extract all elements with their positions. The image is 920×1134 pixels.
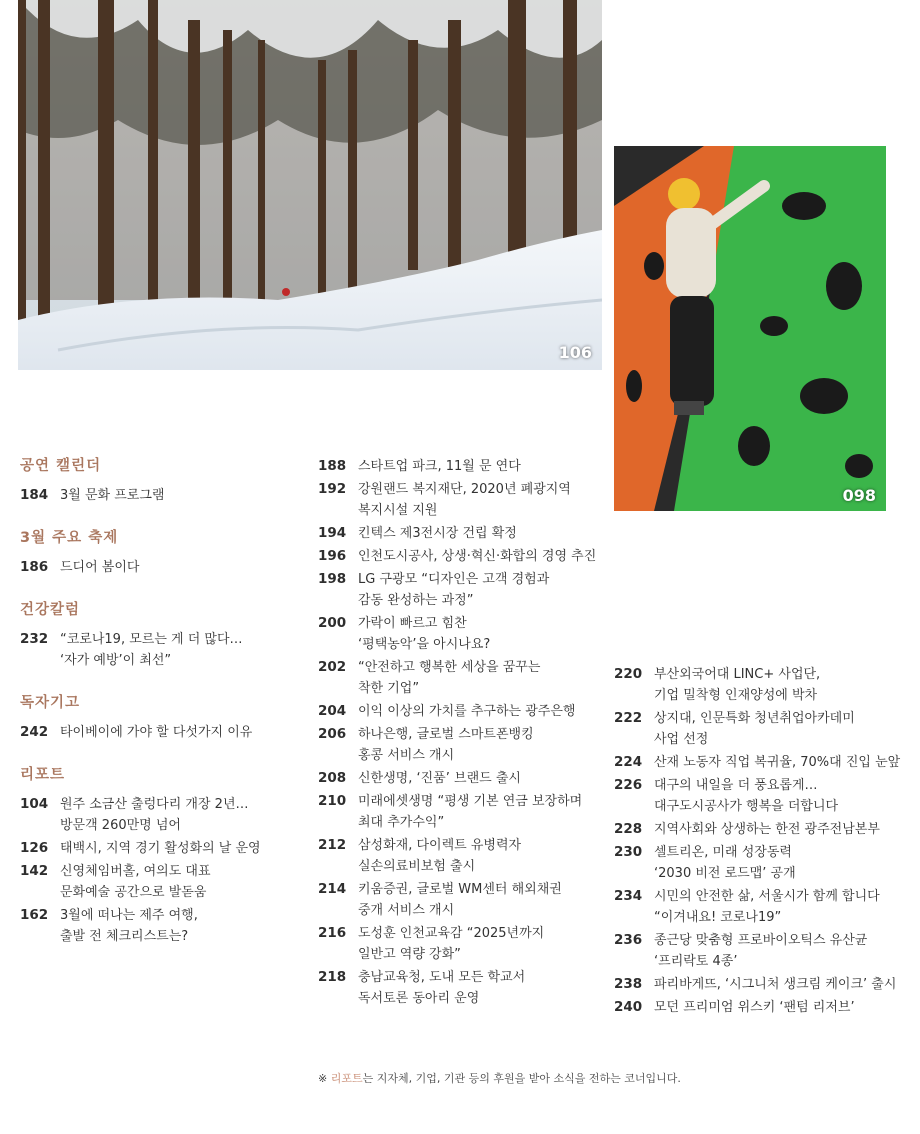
entry-title: 파리바게뜨, ‘시그니처 생크림 케이크’ 출시 [654,977,897,992]
page-number: 204 [318,703,347,719]
entry-title: 삼성화재, 다이렉트 유병력자 실손의료비보험 출시 [358,838,522,874]
section-festival [20,528,310,578]
toc-entry[interactable] [318,724,608,766]
toc-entry[interactable] [614,819,904,840]
toc-entry[interactable] [614,664,904,706]
entry-title: 스타트업 파크, 11월 문 연다 [358,459,521,474]
footnote-highlight: 리포트 [330,1072,363,1085]
entry-title: 신영체임버홀, 여의도 대표 문화예술 공간으로 발돋움 [60,864,211,900]
section-title: 리포트 [20,767,66,783]
toc-entry[interactable] [318,456,608,477]
section-health-column [20,600,310,671]
entry-title: 산재 노동자 직업 복귀율, 70%대 진입 눈앞 [654,755,901,770]
entry-title: 부산외국어대 LINC+ 사업단, 기업 밀착형 인재양성에 박차 [654,667,821,703]
entry-title: 원주 소금산 출렁다리 개장 2년… 방문객 260만명 넘어 [60,797,249,833]
toc-entry[interactable] [614,708,904,750]
entry-title: 3월에 떠나는 제주 여행, 출발 전 체크리스트는? [60,908,198,944]
toc-entry[interactable] [614,930,904,972]
entry-title: LG 구광모 “디자인은 고객 경험과 감동 완성하는 과정” [358,572,550,608]
toc-entry[interactable] [318,701,608,722]
toc-entry[interactable] [614,842,904,884]
page-number: 214 [318,881,347,897]
entry-title: 셀트리온, 미래 성장동력 ‘2030 비전 로드맵’ 공개 [654,845,796,881]
toc-entry[interactable] [20,861,310,903]
entry-title: 태백시, 지역 경기 활성화의 날 운영 [60,841,261,856]
entry-title: 시민의 안전한 삶, 서울시가 함께 합니다 “이겨내요! 코로나19” [654,889,880,925]
page-number: 194 [318,525,347,541]
toc-entry[interactable] [318,657,608,699]
toc-column-left [20,456,310,969]
entry-title: 하나은행, 글로벌 스마트폰뱅킹 홍콩 서비스 개시 [358,727,534,763]
toc-entry[interactable] [20,838,310,859]
page-number: 230 [614,844,643,860]
entry-title: 대구의 내일을 더 풍요롭게… 대구도시공사가 행복을 더합니다 [654,778,839,814]
page-number: 210 [318,793,347,809]
toc-entry[interactable] [318,523,608,544]
snow-forest-photo [18,0,602,370]
page-number: 104 [20,796,49,812]
page-number: 228 [614,821,643,837]
page-number: 232 [20,631,49,647]
page-number: 162 [20,907,49,923]
entry-title: 종근당 맞춤형 프로바이오틱스 유산균 ‘프리락토 4종’ [654,933,868,969]
page-number: 226 [614,777,643,793]
page-number: 212 [318,837,347,853]
toc-entry[interactable] [20,794,310,836]
toc-column-middle [318,456,608,1011]
toc-entry[interactable] [614,752,904,773]
toc-entry[interactable] [318,879,608,921]
toc-entry[interactable] [614,997,904,1018]
entry-title: 인천도시공사, 상생·혁신·화합의 경영 추진 [358,549,597,564]
footnote-mark: ※ [318,1072,328,1085]
page-number: 234 [614,888,643,904]
page-number: 186 [20,559,49,575]
entry-title: 모던 프리미엄 위스키 ‘팬텀 리저브’ [654,1000,855,1015]
entry-title: 지역사회와 상생하는 한전 광주전남본부 [654,822,880,837]
page-number: 184 [20,487,49,503]
page-number: 192 [318,481,347,497]
toc-entry[interactable] [318,967,608,1009]
entry-title: 키움증권, 글로벌 WM센터 해외채권 중개 서비스 개시 [358,882,562,918]
entry-title: 미래에셋생명 “평생 기본 연금 보장하며 최대 추가수익” [358,794,583,830]
page-number-badge: 098 [842,486,876,505]
entry-title: 드디어 봄이다 [60,560,140,575]
entry-title: 가락이 빠르고 힘찬 ‘평택농악’을 아시나요? [358,616,491,652]
page-number: 206 [318,726,347,742]
page-number: 198 [318,571,347,587]
toc-entry[interactable] [20,722,310,743]
entry-title: “코로나19, 모르는 게 더 많다… ‘자가 예방’이 최선” [60,632,243,668]
page-number: 242 [20,724,49,740]
toc-column-right [614,664,904,1020]
page-number: 196 [318,548,347,564]
toc-entry[interactable] [20,905,310,947]
toc-entry[interactable] [614,886,904,928]
page-number: 202 [318,659,347,675]
page-number: 236 [614,932,643,948]
toc-entry[interactable] [318,613,608,655]
footnote [318,1070,681,1086]
page-number: 220 [614,666,643,682]
page-number: 222 [614,710,643,726]
toc-entry[interactable] [20,629,310,671]
page-number: 208 [318,770,347,786]
entry-title: 킨텍스 제3전시장 건립 확정 [358,526,517,541]
climbing-wall-photo [614,146,886,511]
entry-title: 충남교육청, 도내 모든 학교서 독서토론 동아리 운영 [358,970,526,1006]
entry-title: 3월 문화 프로그램 [60,488,165,503]
toc-entry[interactable] [318,479,608,521]
section-report [20,765,310,947]
toc-entry[interactable] [318,546,608,567]
entry-title: 이익 이상의 가치를 추구하는 광주은행 [358,704,576,719]
entry-title: 타이베이에 가야 할 다섯가지 이유 [60,725,253,740]
section-title: 공연 캘린더 [20,458,102,474]
page-number-badge: 106 [558,343,592,362]
footnote-text: 는 지자체, 기업, 기관 등의 후원을 받아 소식을 전하는 코너입니다. [362,1072,681,1085]
toc-entry[interactable] [318,835,608,877]
toc-entry[interactable] [318,923,608,965]
toc-entry[interactable] [318,569,608,611]
page-number: 238 [614,976,643,992]
snow-forest-illustration [18,0,602,370]
section-reader-contribution [20,693,310,743]
entry-title: 신한생명, ‘진품’ 브랜드 출시 [358,771,521,786]
page-number: 218 [318,969,347,985]
page-number: 142 [20,863,49,879]
section-title: 3월 주요 축제 [20,530,119,546]
toc-entry[interactable] [318,791,608,833]
entry-title: 강원랜드 복지재단, 2020년 폐광지역 복지시설 지원 [358,482,571,518]
entry-title: 상지대, 인문특화 청년취업아카데미 사업 선정 [654,711,855,747]
climbing-wall-illustration [614,146,886,511]
toc-entry[interactable] [318,768,608,789]
toc-entry[interactable] [20,485,310,506]
toc-entry[interactable] [614,974,904,995]
entry-title: “안전하고 행복한 세상을 꿈꾸는 착한 기업” [358,660,541,696]
toc-entry[interactable] [20,557,310,578]
page-number: 200 [318,615,347,631]
section-performance-calendar [20,456,310,506]
section-title: 건강칼럼 [20,602,81,618]
section-title: 독자기고 [20,695,81,711]
entry-title: 도성훈 인천교육감 “2025년까지 일반고 역량 강화” [358,926,545,962]
page-number: 216 [318,925,347,941]
toc-entry[interactable] [614,775,904,817]
page-number: 240 [614,999,643,1015]
page-number: 188 [318,458,347,474]
page-number: 126 [20,840,49,856]
page-number: 224 [614,754,643,770]
